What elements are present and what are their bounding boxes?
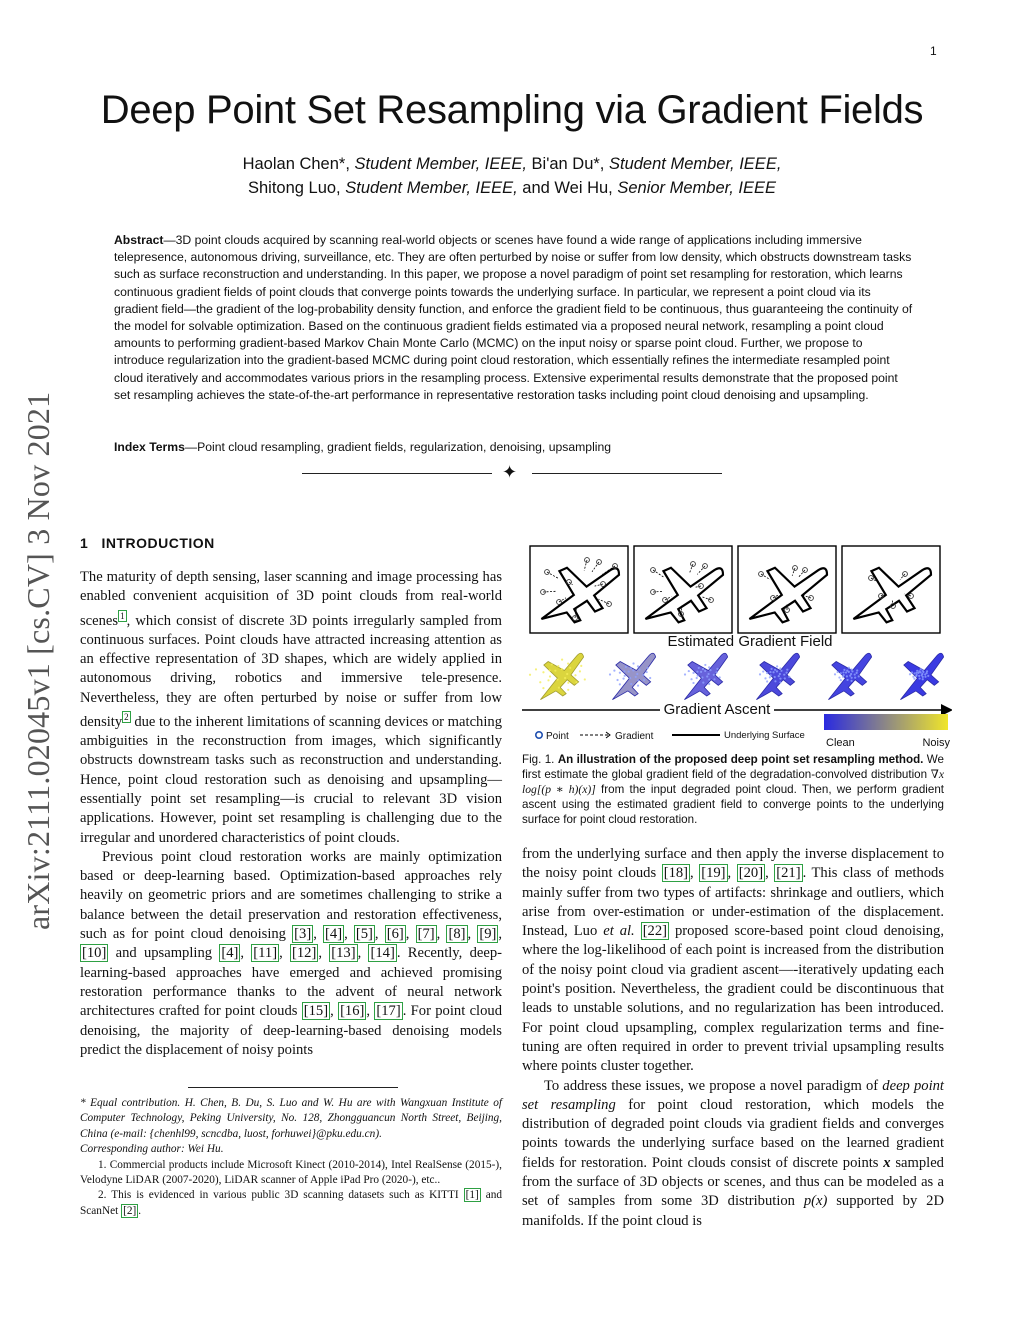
cloud-point (638, 668, 640, 670)
airplane-cloud-shape (815, 647, 883, 705)
section-divider (302, 464, 722, 484)
cloud-point (779, 678, 781, 680)
footnotes (80, 1096, 502, 1219)
cloud-point (623, 670, 625, 672)
footnote-rule (188, 1087, 398, 1088)
author-role: Senior Member, IEEE (617, 179, 777, 197)
citation-group: [4] , [11] , [12] , [13] , [14] (221, 945, 395, 962)
author-role: Student Member, IEEE, (608, 155, 782, 173)
cloud-point (706, 675, 708, 677)
cloud-point (848, 671, 850, 673)
cloud-point (836, 671, 838, 673)
author-name: Shitong Luo, (247, 179, 341, 197)
cloud-point (786, 672, 788, 674)
cloud-point (924, 676, 926, 678)
cloud-point (851, 677, 853, 679)
cloud-point (697, 674, 699, 676)
airplane-point-cloud (887, 647, 952, 705)
airplane-point-cloud (527, 647, 595, 705)
cloud-point (716, 668, 718, 670)
cloud-point (549, 675, 551, 677)
citation-link[interactable]: [14] (370, 945, 395, 962)
cloud-point (842, 671, 844, 673)
cloud-point (558, 687, 560, 689)
cloud-point (628, 670, 630, 672)
cloud-point (919, 677, 921, 679)
cloud-point (918, 675, 920, 677)
arxiv-identifier[interactable]: arXiv:2111.02045v1 [cs.CV] 3 Nov 2021 (20, 391, 56, 930)
intro-paragraph-3: from the underlying surface and then apply the inverse displacement to the noisy point clouds [18] , [19] , [20] , [21] . This class of methods mainly suffer from two types of artifacts: shrinkage and outliers, which arise from over-estimation or under-estimation of the displacement. Instead, Luo et al. [22] proposed score-based point cloud denoising, where the log-likelihood of each point is increased from the distribution of the noisy point cloud via gradient ascent—-iteratively updating each point's position. Nevertheless, the gradient could be discontinuous that leads to unstable solutions, and no regularization has been introduced. For point cloud upsampling, complex regularization terms and fine-tuning are often required in order to prevent trivial upsampling results where points cluster together. (522, 846, 945, 1075)
citation-group: [18] , [19] , [20] , [21] (663, 865, 801, 882)
author-line-1 (0, 155, 1024, 174)
cloud-point (784, 677, 786, 679)
cloud-point (646, 671, 648, 673)
cloud-point (911, 671, 913, 673)
cloud-point (769, 671, 771, 673)
citation-link[interactable]: [21] (776, 865, 801, 882)
author-line-2 (0, 179, 1024, 198)
cloud-point (850, 680, 852, 682)
cloud-point (843, 669, 845, 671)
cloud-point (759, 673, 761, 675)
gradient-field-panel (842, 546, 940, 633)
cloud-point (913, 678, 915, 680)
citation-link[interactable]: [4] (325, 926, 343, 943)
cloud-point (642, 674, 644, 676)
cloud-point (649, 677, 651, 679)
cloud-point (762, 670, 764, 672)
intro-paragraph-2: Previous point cloud restoration works are mainly optimization based or deep-learning based. Optimization-based approaches rely heavily on geometric priors and are sometimes challenging to strike a balance between the detail preservation and restoration effectiveness, such as for point cloud denoising [3] , [4] , [5] , [6] , [7] , [8] , [9] , [10] and upsampling [4] , [11] , [12] , [13] , [14] . Recently, deep-learning-based approaches have emerged and achieved promising restoration performance thanks to the advent of neural network architectures crafted for point clouds [15] , [16] , [17] . For point cloud denoising, the majority of deep-learning-based denoising models predict the displacement of noisy points (80, 848, 503, 1058)
citation-link[interactable]: [5] (355, 926, 373, 943)
cloud-point (713, 678, 715, 680)
gradient-field-panel (634, 546, 732, 633)
author-name: Haolan Chen*, (242, 155, 350, 173)
cloud-point (776, 670, 778, 672)
cloud-point (774, 669, 776, 671)
author-name: Bi'an Du*, (531, 155, 605, 173)
cloud-point (912, 676, 914, 678)
cloud-point (786, 669, 788, 671)
cloud-point (779, 681, 781, 683)
abstract-label: Abstract (114, 233, 164, 247)
cloud-point (688, 670, 690, 672)
cloud-point (542, 671, 544, 673)
cloud-point (783, 674, 785, 676)
legend-surface-label: Underlying Surface (724, 730, 805, 741)
cloud-point (916, 674, 918, 676)
cloud-point (840, 679, 842, 681)
page-number: 1 (930, 44, 937, 58)
cloud-point (696, 677, 698, 679)
cloud-point (643, 679, 645, 681)
cloud-point (774, 680, 776, 682)
footnote-affiliation: * Equal contribution. H. Chen, B. Du, S. Luo and W. Hu are with Wangxuan Institute of Computer Technology, Peking University, No. 128, Zhongguancun North Street, Beijing, China (e-mail: {chenhl99, scncdba, luost, forhuwei}@pku.edu.cn). (80, 1097, 502, 1140)
cloud-point (616, 679, 618, 681)
caption-bold: An illustration of the proposed deep point set resampling method. (557, 753, 924, 766)
citation-group: [15] , [16] , [17] (303, 1003, 401, 1020)
estimated-gradient-field-label: Estimated Gradient Field (667, 633, 833, 650)
citation-link[interactable]: [16] (340, 1003, 365, 1020)
cloud-point (856, 672, 858, 674)
citation-link[interactable]: [6] (386, 926, 404, 943)
cloud-point (701, 676, 703, 678)
cloud-point (922, 671, 924, 673)
airplane-cloud-shape (671, 647, 739, 705)
cloud-point (692, 672, 694, 674)
cloud-point (630, 667, 632, 669)
cloud-point (561, 668, 563, 670)
cloud-point (854, 677, 856, 679)
cloud-point (854, 673, 856, 675)
cloud-point (637, 679, 639, 681)
intro-paragraph-4: To address these issues, we propose a novel paradigm of deep point set resampling for point cloud restoration, which models the distribution of degraded point clouds via gradient fields and converges points towards the underlying surface based on the learned gradient fields for restoration. Point clouds consist of discrete points x sampled from the surface of 3D objects or scenes, and thus can be modeled as a set of samples from some 3D distribution p(x) supported by 2D manifolds. If the point cloud is (522, 1077, 944, 1229)
footnote-link[interactable]: 2 (124, 711, 129, 722)
author-role: Student Member, IEEE, (354, 155, 527, 173)
cloud-point (632, 669, 634, 671)
gradient-field-panel (738, 546, 836, 633)
cloud-point (788, 676, 790, 678)
citation-link[interactable]: [4] (221, 945, 239, 962)
cloud-point (704, 664, 706, 666)
cloud-point (539, 681, 541, 683)
cloud-point (630, 683, 632, 685)
point-legend-icon (536, 732, 542, 738)
cloud-point (780, 670, 782, 672)
cloud-point (850, 668, 852, 670)
cloud-point (779, 673, 781, 675)
citation-link[interactable]: [22] (642, 923, 668, 940)
cloud-point (702, 682, 704, 684)
airplane-cloud-shape (743, 647, 811, 705)
cloud-point (637, 665, 639, 667)
cloud-point (547, 679, 549, 681)
cloud-point (624, 675, 626, 677)
cloud-point (764, 677, 766, 679)
gradient-field-panel (530, 546, 628, 633)
citation-link[interactable]: [1] (465, 1189, 479, 1202)
cloud-point (924, 673, 926, 675)
index-terms-label: Index Terms (114, 440, 185, 454)
cloud-point (770, 668, 772, 670)
airplane-point-cloud (743, 647, 811, 705)
airplane-point-clouds (527, 647, 952, 705)
citation-link[interactable]: [3] (294, 926, 312, 943)
cloud-point (567, 689, 569, 691)
cloud-point (927, 675, 929, 677)
cloud-point (845, 671, 847, 673)
cloud-point (569, 667, 571, 669)
figure-caption: Fig. 1. An illustration of the proposed deep point set resampling method. We first estimate the global gradient field of the degradation-convolved distribution ∇x log[(p ∗ h)(x)] from the input degraded point cloud. Then, we perform gradient ascent using the estimated gradient field to converge points to the underlying surface for point cloud restoration. (522, 753, 944, 826)
cloud-point (561, 659, 563, 661)
cloud-point (922, 678, 924, 680)
cloud-point (776, 665, 778, 667)
paper-title: Deep Point Set Resampling via Gradient Fields (100, 88, 924, 132)
cloud-point (566, 673, 568, 675)
airplane-point-cloud (599, 647, 667, 705)
cloud-point (632, 662, 634, 664)
citation-group: [3] , [4] , [5] , [6] , [7] , [8] , [9] , [10] (82, 926, 503, 962)
cloud-point (851, 670, 853, 672)
citation-link[interactable]: [11] (253, 945, 278, 962)
colorbar-clean-label: Clean (826, 737, 855, 749)
cloud-point (554, 670, 556, 672)
citation-link[interactable]: [10] (82, 945, 107, 962)
gradient-ascent-label: Gradient Ascent (663, 701, 771, 718)
cloud-point (575, 681, 577, 683)
cloud-point (567, 682, 569, 684)
index-terms (114, 440, 914, 454)
cloud-point (698, 667, 700, 669)
cloud-point (535, 668, 537, 670)
cloud-point (926, 670, 928, 672)
cloud-point (920, 671, 922, 673)
cloud-point (700, 671, 702, 673)
cloud-point (557, 665, 559, 667)
author-name: and Wei Hu, (522, 179, 613, 197)
cloud-point (622, 678, 624, 680)
cloud-point (716, 671, 718, 673)
cloud-point (713, 674, 715, 676)
cloud-point (692, 682, 694, 684)
colorbar-noisy-label: Noisy (922, 737, 950, 749)
cloud-point (625, 666, 627, 668)
divider-rule-right (532, 473, 722, 474)
cloud-point (707, 673, 709, 675)
airplane-point-cloud (671, 647, 739, 705)
cloud-point (779, 667, 781, 669)
cloud-point (858, 675, 860, 677)
cloud-point (840, 672, 842, 674)
gradient-field-panels (530, 546, 940, 633)
cloud-point (856, 669, 858, 671)
cloud-point (574, 674, 576, 676)
cloud-point (619, 683, 621, 685)
cloud-point (770, 674, 772, 676)
cloud-point (579, 670, 581, 672)
intro-paragraph-1: The maturity of depth sensing, laser scanning and image processing has enabled convenient acquisition of 3D point clouds from real-world scenes $^1$ , which consist of discrete 3D points irregularly sampled from continuous surfaces. Point clouds have attracted increasing attention as an effective representation of 3D shapes, which are widely applied in autonomous driving, robotics and immersive tele-presence. Nevertheless, they are often perturbed by noise or suffer from low density $^2$ due to the inherent limitations of scanning devices or matching ambiguities in the reconstruction from images, which significantly obstructs downstream tasks such as reconstruction and understanding. Hence, point cloud restoration such as denoising and upsampling—essentially point set resampling—is crucial to relevant 3D vision applications. However, point set resampling is challenging due to the irregular and unordered characteristics of point clouds. (80, 569, 502, 846)
cloud-point (556, 678, 558, 680)
cloud-point (843, 674, 845, 676)
cloud-point (529, 674, 531, 676)
cloud-point (609, 673, 611, 675)
cloud-point (704, 670, 706, 672)
intro-left-column (80, 568, 502, 1060)
caption-label: Fig. 1. (522, 753, 555, 766)
citation-link[interactable]: [15] (303, 1003, 329, 1020)
cloud-point (702, 668, 704, 670)
citation-link[interactable]: [2] (123, 1204, 137, 1217)
cloud-point (584, 678, 586, 680)
citation-link[interactable]: [12] (291, 945, 317, 962)
cloud-point (922, 676, 924, 678)
cloud-point (849, 675, 851, 677)
airplane-cloud-shape (599, 647, 667, 705)
cloud-point (766, 680, 768, 682)
cloud-point (696, 671, 698, 673)
citation-link[interactable]: [8] (448, 926, 466, 943)
cloud-point (916, 670, 918, 672)
cloud-point (636, 673, 638, 675)
cloud-point (708, 666, 710, 668)
citation-link[interactable]: [18] (663, 865, 689, 882)
cloud-point (619, 672, 621, 674)
cloud-point (915, 672, 917, 674)
cloud-point (613, 670, 615, 672)
legend-point-label: Point (546, 731, 569, 742)
citation-link[interactable]: [20] (738, 865, 764, 882)
cloud-point (684, 673, 686, 675)
divider-ornament: ✦ (502, 462, 518, 483)
cloud-point (709, 669, 711, 671)
cloud-point (708, 683, 710, 685)
cloud-point (834, 673, 836, 675)
abstract (114, 232, 914, 404)
section-title: INTRODUCTION (101, 535, 215, 551)
cloud-point (909, 673, 911, 675)
airplane-cloud-shape (527, 647, 595, 705)
cloud-point (564, 677, 566, 679)
cloud-point (838, 676, 840, 678)
abstract-text: —3D point clouds acquired by scanning real-world objects or scenes have found a wide range of applications including immersive telepresence, autonomous driving, surveillance, etc. They are often perturbed by noise or suffer from low density, which obstructs downstream tasks such as surface reconstruction and understanding. In this paper, we propose a novel paradigm of point set resampling for restoration, which learns continuous gradient fields of point clouds that converge points towards the underlying surface. In particular, we represent a point cloud via its gradient field—the gradient of the log-probability density function, and enforce the gradient field to be continuous, thus guaranteeing the continuity of the model for solvable optimization. Based on the continuous gradient fields estimated via a proposed neural network, resampling a point cloud amounts to performing gradient-based Markov Chain Monte Carlo (MCMC) on the input noisy or sparse point cloud. Further, we propose to introduce regularization into the gradient-based MCMC during point cloud restoration, which essentially refines the intermediate resampled point cloud iteratively and accommodates various priors in the resampling process. Extensive experimental results demonstrate that the proposed point set resampling achieves the state-of-the-art performance in representative restoration tasks including point cloud denoising and upsampling. (114, 233, 913, 402)
citation-link[interactable]: [9] (479, 926, 497, 943)
cloud-point (772, 671, 774, 673)
clean-noisy-colorbar (824, 714, 948, 730)
citation-link[interactable]: [13] (331, 945, 356, 962)
section-heading (80, 535, 215, 551)
legend-gradient-label: Gradient (615, 731, 654, 742)
cloud-point (766, 672, 768, 674)
footnote-link[interactable]: 1 (120, 610, 125, 621)
cloud-point (913, 672, 915, 674)
citation-link[interactable]: [19] (701, 865, 726, 882)
cloud-point (580, 665, 582, 667)
cloud-point (637, 684, 639, 686)
cloud-point (719, 676, 721, 678)
divider-rule-left (302, 473, 492, 474)
cloud-point (551, 663, 553, 665)
cloud-point (629, 677, 631, 679)
citation-link[interactable]: [7] (417, 926, 435, 943)
footnote-1: 1. Commercial products include Microsoft Kinect (2010-2014), Intel RealSense (2015-), Velodyne LiDAR (2007-2020), LiDAR scanner of Apple iPad Pro (2020-), etc.. (80, 1158, 502, 1187)
caption-math: ∇x log[(p ∗ h)(x)] (522, 767, 944, 796)
cloud-point (690, 678, 692, 680)
footnote-2: 2. This is evidenced in various public 3D scanning datasets such as KITTI [1] and ScanNet [2] . (80, 1189, 503, 1217)
cloud-point (917, 672, 919, 674)
cloud-point (774, 676, 776, 678)
section-number: 1 (80, 535, 89, 551)
cloud-point (846, 675, 848, 677)
index-terms-text: —Point cloud resampling, gradient fields, regularization, denoising, upsampling (184, 440, 612, 454)
cloud-point (778, 675, 780, 677)
cloud-point (708, 678, 710, 680)
cloud-point (848, 667, 850, 669)
cloud-point (542, 687, 544, 689)
airplane-point-cloud (815, 647, 883, 705)
citation-link[interactable]: [17] (376, 1003, 401, 1020)
cloud-point (635, 676, 637, 678)
intro-right-column (522, 845, 944, 1231)
cloud-point (920, 668, 922, 670)
cloud-point (769, 676, 771, 678)
cloud-point (846, 679, 848, 681)
figure-1 (522, 540, 952, 755)
cloud-point (549, 669, 551, 671)
cloud-point (646, 667, 648, 669)
author-role: Student Member, IEEE, (345, 179, 518, 197)
cloud-point (567, 662, 569, 664)
footnote-corresponding: Corresponding author: Wei Hu. (80, 1143, 224, 1156)
